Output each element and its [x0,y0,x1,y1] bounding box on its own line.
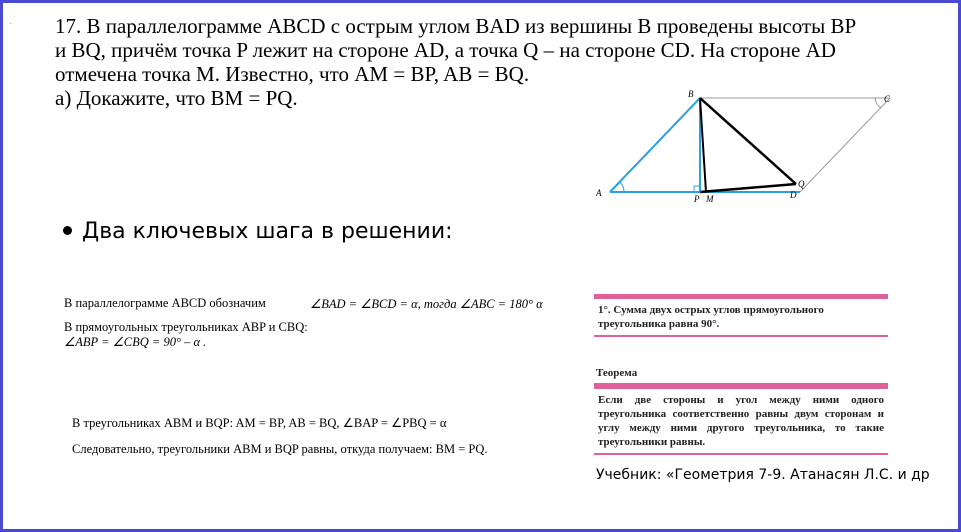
label-d: D [790,190,797,200]
problem-line-4: а) Докажите, что BM = PQ. [55,86,298,110]
textbook-fact-card [594,294,888,337]
bullet-dot [63,226,72,235]
angle-c-mark [875,98,881,108]
theorem-title: Теорема [596,367,638,379]
solution-line-3: ∠ABP = ∠CBQ = 90° – α . [64,335,207,349]
solution-line-2: В прямоугольных треугольниках ABP и CBQ: [64,320,308,334]
label-q: Q [798,179,805,189]
key-steps-heading [63,219,453,244]
fact-bottom-stripe [594,335,888,337]
label-c: C [884,94,891,104]
label-a: A [596,188,602,198]
angle-a-mark [620,182,624,192]
fact-text: 1°. Сумма двух острых углов прямоугольного треугольника равна 90°. [598,304,824,330]
segment-pq [700,184,796,192]
solution-line-1a: В параллелограмме ABCD обозначим [64,296,266,310]
problem-line-2: и BQ, причём точка P лежит на стороне AD, а точка Q – на стороне CD. На стороне AD [55,38,836,62]
parallelogram-diagram [590,88,902,210]
theorem-text: Если две стороны и угол между ними одного треугольника соответственно равны двум сторонам и углу между ними другого треугольника, то такие треугольники равны. [598,394,884,448]
side-ab [610,98,700,192]
stray-dot: . [10,20,12,26]
solution-line-5: Следовательно, треугольники ABM и BQP равны, откуда получаем: BM = PQ. [72,442,488,456]
theorem-bottom-stripe [594,453,888,455]
solution-line-1b: ∠BAD = ∠BCD = α, тогда ∠ABC = 180° α [310,297,543,311]
label-b: B [688,89,694,99]
problem-line-3: отмечена точка M. Известно, что AM = BP, AB = BQ. [55,62,530,86]
textbook-theorem-card [594,366,888,455]
label-m: M [706,194,714,204]
side-cd [800,98,890,192]
textbook-caption: Учебник: «Геометрия 7-9. Атанасян Л.С. и др [596,467,930,483]
solution-line-4: В треугольниках ABM и BQP: AM = BP, AB = BQ, ∠BAP = ∠PBQ = α [72,416,447,430]
label-p: P [694,194,700,204]
key-steps-text: Два ключевых шага в решении: [82,219,453,244]
problem-line-1: 17. В параллелограмме ABCD с острым углом BAD из вершины B проведены высоты BP [55,14,857,38]
height-bq [700,98,796,184]
